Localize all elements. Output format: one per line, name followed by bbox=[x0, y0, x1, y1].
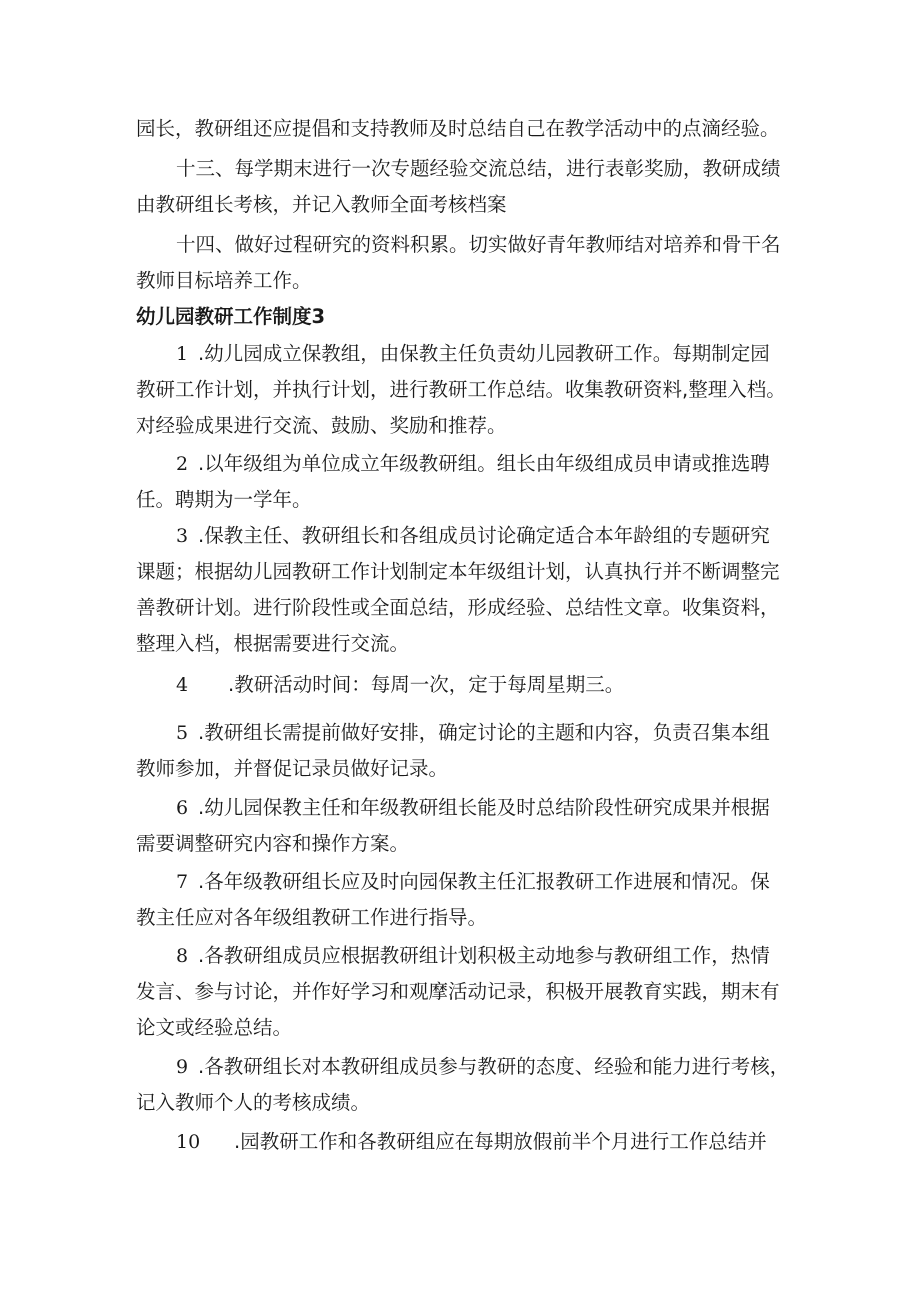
paragraph-line: 十三、每学期末进行一次专题经验交流总结，进行表彰奖励，教研成绩 bbox=[176, 157, 781, 180]
item-number: 9 bbox=[176, 1056, 189, 1078]
paragraph-line: 需要调整研究内容和操作方案。 bbox=[136, 832, 410, 855]
paragraph-line: 教主任应对各年级组教研工作进行指导。 bbox=[136, 906, 488, 929]
numbered-item-5: 5 .教研组长需提前做好安排，确定讨论的主题和内容，负责召集本组 bbox=[176, 721, 770, 744]
numbered-item-1: 1 .幼儿园成立保教组，由保教主任负责幼儿园教研工作。每期制定园 bbox=[176, 342, 770, 365]
numbered-item-8: 8 .各教研组成员应根据教研组计划积极主动地参与教研组工作，热情 bbox=[176, 944, 770, 967]
paragraph-line: 记入教师个人的考核成绩。 bbox=[136, 1091, 371, 1114]
item-number: 1 bbox=[176, 343, 189, 365]
paragraph-line: 论文或经验总结。 bbox=[136, 1016, 293, 1039]
paragraph-line: 任。聘期为一学年。 bbox=[136, 488, 312, 511]
paragraph-line: 由教研组长考核，并记入教师全面考核档案 bbox=[136, 193, 507, 216]
numbered-item-6: 6 .幼儿园保教主任和年级教研组长能及时总结阶段性研究成果并根据 bbox=[176, 796, 770, 819]
item-number: 3 bbox=[176, 525, 189, 547]
item-number: 7 bbox=[176, 871, 189, 893]
paragraph-line: 发言、参与讨论，并作好学习和观摩活动记录，积极开展教育实践，期末有 bbox=[136, 980, 780, 1003]
item-number: 8 bbox=[176, 945, 189, 967]
paragraph-line: 十四、做好过程研究的资料积累。切实做好青年教师结对培养和骨干名 bbox=[176, 233, 781, 256]
item-number: 10 bbox=[176, 1131, 201, 1153]
numbered-item-7: 7 .各年级教研组长应及时向园保教主任汇报教研工作进展和情况。保 bbox=[176, 870, 770, 893]
paragraph-line: 园长，教研组还应提倡和支持教师及时总结自己在教学活动中的点滴经验。 bbox=[136, 117, 780, 140]
paragraph-line: 对经验成果进行交流、鼓励、奖励和推荐。 bbox=[136, 414, 507, 437]
numbered-item-4: 4 .教研活动时间：每周一次，定于每周星期三。 bbox=[176, 673, 625, 696]
section-heading: 幼儿园教研工作制度3 bbox=[136, 305, 326, 328]
paragraph-line: 整理入档，根据需要进行交流。 bbox=[136, 632, 410, 655]
item-number: 2 bbox=[176, 453, 189, 475]
paragraph-line: 课题；根据幼儿园教研工作计划制定本年级组计划，认真执行并不断调整完 bbox=[136, 560, 780, 583]
item-number: 4 bbox=[176, 674, 189, 696]
paragraph-line: 教师目标培养工作。 bbox=[136, 269, 312, 292]
paragraph-line: 教师参加，并督促记录员做好记录。 bbox=[136, 757, 449, 780]
numbered-item-3: 3 .保教主任、教研组长和各组成员讨论确定适合本年龄组的专题研究 bbox=[176, 524, 770, 547]
paragraph-line: 教研工作计划，并执行计划，进行教研工作总结。收集教研资料,整理入档。 bbox=[136, 378, 786, 401]
item-number: 5 bbox=[176, 722, 189, 744]
numbered-item-9: 9 .各教研组长对本教研组成员参与教研的态度、经验和能力进行考核， bbox=[176, 1055, 790, 1078]
paragraph-line: 善教研计划。进行阶段性或全面总结，形成经验、总结性文章。收集资料， bbox=[136, 596, 780, 619]
item-number: 6 bbox=[176, 797, 189, 819]
numbered-item-2: 2 .以年级组为单位成立年级教研组。组长由年级组成员申请或推选聘 bbox=[176, 452, 770, 475]
numbered-item-10: 10 .园教研工作和各教研组应在每期放假前半个月进行工作总结并 bbox=[176, 1130, 767, 1153]
